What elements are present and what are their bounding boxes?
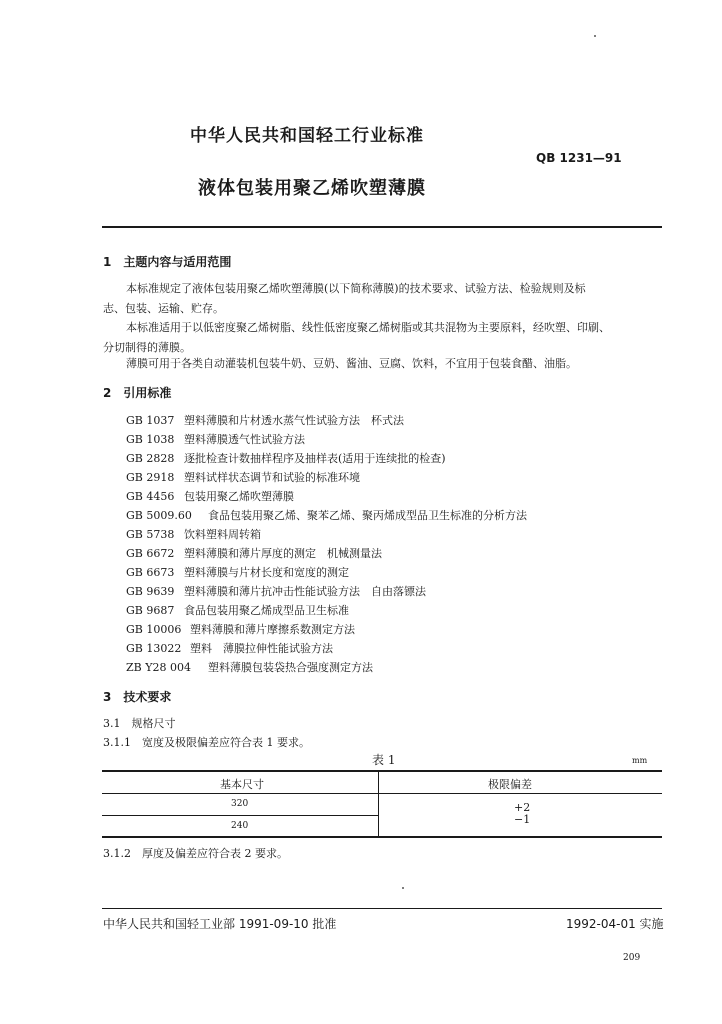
section-1-paragraph-2-line-1: 本标准适用于以低密度聚乙烯树脂、线性低密度聚乙烯树脂或其共混物为主要原料，经吹塑、印刷、: [126, 321, 610, 334]
reference-item: [126, 659, 373, 675]
table-bottom-rule: [102, 836, 662, 838]
standard-organization: 中华人民共和国轻工行业标准: [190, 126, 424, 146]
title-rule: [102, 226, 662, 228]
reference-title: 食品包装用聚乙烯、聚苯乙烯、聚丙烯成型品卫生标准的分析方法: [208, 509, 527, 522]
reference-title: 塑料薄膜包装袋热合强度测定方法: [208, 661, 373, 674]
table-header-rule: [102, 793, 662, 794]
scan-speck: [402, 887, 404, 889]
section-1-heading: 1 主题内容与适用范围: [103, 255, 232, 269]
section-1-paragraph-1-line-1: 本标准规定了液体包装用聚乙烯吹塑薄膜(以下简称薄膜)的技术要求、试验方法、检验规则及标: [126, 282, 586, 295]
table-top-rule: [102, 770, 662, 772]
reference-item: [126, 450, 446, 466]
reference-code: GB 2918: [126, 471, 175, 484]
reference-item: [126, 412, 404, 428]
reference-title: 塑料薄膜与片材长度和宽度的测定: [184, 566, 349, 579]
section-3-heading: 3 技术要求: [103, 690, 172, 704]
reference-code: GB 9639: [126, 585, 175, 598]
page-number: 209: [623, 953, 641, 963]
subsection-3-1-1: 3.1.1 宽度及极限偏差应符合表 1 要求。: [103, 736, 310, 749]
reference-title: 逐批检查计数抽样程序及抽样表(适用于连续批的检查): [184, 452, 446, 465]
reference-item: [126, 469, 360, 485]
reference-code: GB 2828: [126, 452, 175, 465]
table-cell-size: 320: [231, 799, 249, 809]
reference-code: GB 9687: [126, 604, 175, 617]
reference-title: 塑料试样状态调节和试验的标准环境: [184, 471, 360, 484]
footer-rule: [102, 908, 662, 909]
reference-title: 食品包装用聚乙烯成型品卫生标准: [184, 604, 349, 617]
reference-title: 饮料塑料周转箱: [184, 528, 261, 541]
reference-code: GB 13022: [126, 642, 182, 655]
subsection-3-1-2: 3.1.2 厚度及偏差应符合表 2 要求。: [103, 847, 288, 860]
approval-line: 中华人民共和国轻工业部 1991-09-10 批准: [103, 917, 337, 931]
table-cell-deviation-upper: +2: [514, 801, 531, 814]
section-2-heading: 2 引用标准: [103, 386, 172, 400]
reference-title: 塑料薄膜和片材透水蒸气性试验方法 杯式法: [184, 414, 404, 427]
reference-code: GB 6672: [126, 547, 175, 560]
reference-item: [126, 431, 305, 447]
effective-date: 1992-04-01 实施: [566, 917, 664, 931]
reference-code: ZB Y28 004: [126, 661, 191, 674]
reference-item: [126, 640, 333, 656]
reference-title: 塑料薄膜和薄片摩擦系数测定方法: [190, 623, 355, 636]
reference-code: GB 1038: [126, 433, 175, 446]
table-column-divider: [378, 770, 379, 836]
reference-code: GB 6673: [126, 566, 175, 579]
reference-code: GB 4456: [126, 490, 175, 503]
table-cell-deviation-lower: −1: [514, 813, 531, 826]
scan-speck: [594, 35, 596, 37]
section-1-paragraph-1-line-2: 志、包装、运输、贮存。: [103, 302, 224, 315]
section-1-paragraph-3: 薄膜可用于各类自动灌装机包装牛奶、豆奶、酱油、豆腐、饮料，不宜用于包装食醋、油脂。: [126, 357, 577, 370]
table-1-caption: 表 1: [372, 753, 396, 767]
reference-title: 塑料薄膜透气性试验方法: [184, 433, 305, 446]
reference-code: GB 10006: [126, 623, 182, 636]
reference-item: [126, 526, 261, 542]
document-title: 液体包装用聚乙烯吹塑薄膜: [198, 178, 426, 199]
reference-item: [126, 621, 355, 637]
reference-item: [126, 507, 527, 523]
reference-item: [126, 564, 349, 580]
reference-code: GB 5738: [126, 528, 175, 541]
reference-code: GB 1037: [126, 414, 175, 427]
reference-title: 塑料薄膜和薄片抗冲击性能试验方法 自由落镖法: [184, 585, 426, 598]
reference-item: [126, 583, 426, 599]
section-1-paragraph-2-line-2: 分切制得的薄膜。: [103, 341, 191, 354]
reference-code: GB 5009.60: [126, 509, 192, 522]
subsection-3-1: 3.1 规格尺寸: [103, 717, 176, 730]
reference-title: 塑料薄膜和薄片厚度的测定 机械测量法: [184, 547, 382, 560]
table-header-nominal-size: 基本尺寸: [220, 778, 264, 791]
reference-item: [126, 488, 294, 504]
table-row-rule: [102, 815, 378, 816]
table-cell-size: 240: [231, 821, 249, 831]
table-1-unit: mm: [632, 756, 648, 765]
table-header-tolerance: 极限偏差: [488, 778, 532, 791]
reference-title: 包装用聚乙烯吹塑薄膜: [184, 490, 294, 503]
reference-item: [126, 602, 349, 618]
standard-code: QB 1231—91: [536, 151, 622, 165]
reference-item: [126, 545, 382, 561]
reference-title: 塑料 薄膜拉伸性能试验方法: [190, 642, 333, 655]
